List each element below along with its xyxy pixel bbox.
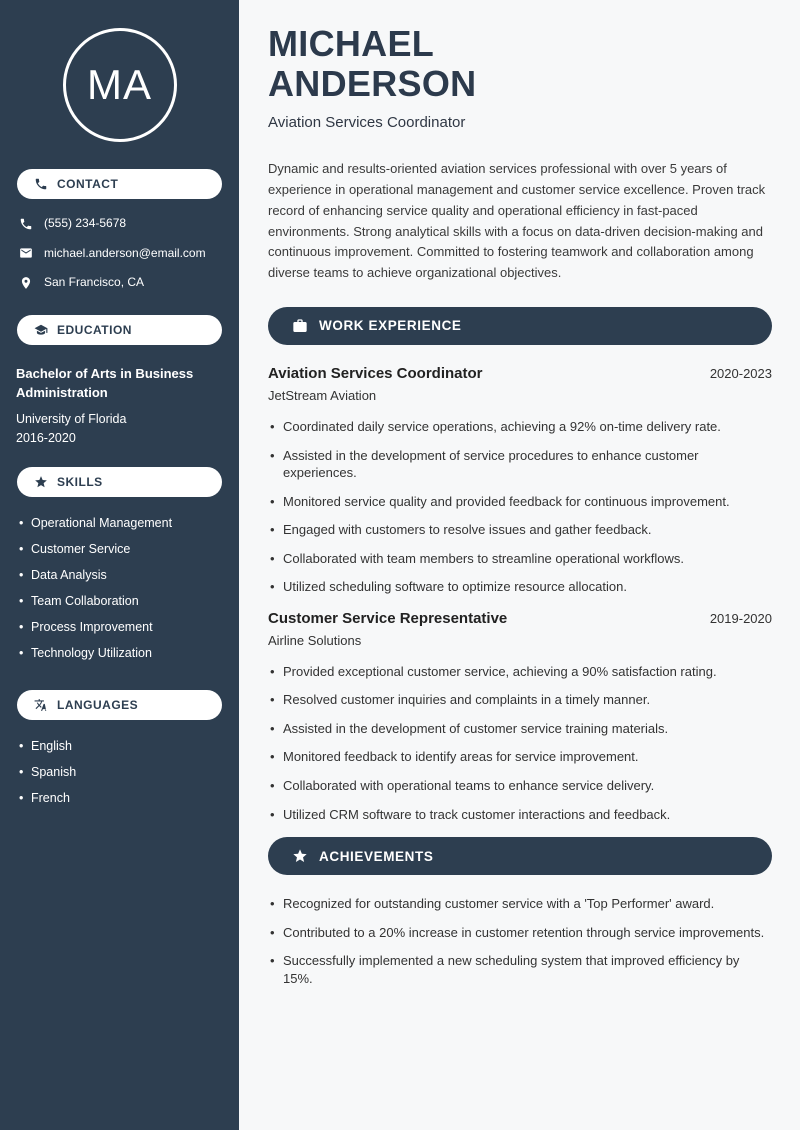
- job-header: [268, 610, 772, 627]
- contact-location: San Francisco, CA: [44, 275, 145, 290]
- education-degree: Bachelor of Arts in Business Administration: [16, 365, 194, 401]
- job-header: [268, 365, 772, 382]
- skill-item: • Data Analysis: [19, 568, 225, 582]
- translate-icon: [34, 698, 48, 712]
- languages-section-title: LANGUAGES: [57, 697, 139, 712]
- contact-phone-row: [19, 216, 225, 232]
- avatar-initials: MA: [87, 61, 152, 108]
- graduation-cap-icon: [34, 323, 48, 337]
- phone-icon: [34, 177, 48, 191]
- education-years: 2016-2020: [16, 431, 76, 446]
- education-section-header: [17, 315, 222, 345]
- job-bullet-list: [268, 418, 772, 596]
- languages-list: [0, 735, 239, 819]
- languages-section-header: [17, 690, 222, 720]
- job-bullet: • Engaged with customers to resolve issues and gather feedback.: [268, 521, 772, 539]
- skills-section-header: [17, 467, 222, 497]
- job-role: Aviation Services Coordinator: [268, 364, 483, 382]
- language-item: • French: [19, 791, 225, 805]
- job-entry: [268, 610, 772, 823]
- job-company: JetStream Aviation: [268, 387, 377, 403]
- job-bullet: • Collaborated with team members to streamline operational workflows.: [268, 550, 772, 568]
- job-dates: 2019-2020: [709, 610, 772, 626]
- education-entry: [0, 360, 239, 451]
- last-name: ANDERSON: [268, 62, 477, 104]
- job-bullet: • Collaborated with operational teams to enhance service delivery.: [268, 777, 772, 795]
- main-content: [239, 0, 800, 1130]
- job-bullet: • Coordinated daily service operations, achieving a 92% on-time delivery rate.: [268, 418, 772, 436]
- contact-email: michael.anderson@email.com: [44, 245, 206, 260]
- phone-icon: [19, 217, 33, 231]
- skill-item: • Operational Management: [19, 516, 225, 530]
- achievements-header: [268, 837, 772, 875]
- skills-section-title: SKILLS: [57, 474, 103, 489]
- professional-summary: Dynamic and results-oriented aviation services professional with over 5 years of experience in operational management and customer service excellence. Proven track record of enhancing service quality and operational efficiency in fast-paced environments. Strong analytical skills with a focus on data-driven decision-making and continuous improvement. Committed to fostering teamwork and collaboration among diverse teams to achieve organizational objectives.: [268, 161, 766, 281]
- sidebar: [0, 0, 239, 1130]
- contact-list: [0, 214, 239, 297]
- education-school: University of Florida: [16, 411, 127, 426]
- star-icon: [34, 475, 48, 489]
- skills-list: [0, 512, 239, 674]
- briefcase-icon: [292, 318, 308, 334]
- star-icon: [292, 848, 308, 864]
- skill-item: • Process Improvement: [19, 620, 225, 634]
- job-company: Airline Solutions: [268, 632, 362, 648]
- education-section-title: EDUCATION: [57, 322, 132, 337]
- language-item: • English: [19, 739, 225, 753]
- contact-section-title: CONTACT: [57, 177, 119, 191]
- job-bullet: • Utilized scheduling software to optimize resource allocation.: [268, 578, 772, 596]
- map-pin-icon: [19, 276, 33, 290]
- achievement-bullet: • Recognized for outstanding customer service with a 'Top Performer' award.: [268, 895, 772, 913]
- job-title: Aviation Services Coordinator: [268, 114, 466, 132]
- first-name: MICHAEL: [268, 23, 435, 64]
- envelope-icon: [19, 246, 33, 260]
- contact-email-row: [19, 246, 225, 262]
- skill-item: • Team Collaboration: [19, 594, 225, 608]
- job-bullet: • Assisted in the development of service procedures to enhance customer experiences.: [268, 447, 772, 482]
- job-bullet-list: [268, 663, 772, 823]
- achievements-list: [268, 895, 772, 987]
- job-bullet: • Assisted in the development of customer service training materials.: [268, 720, 772, 738]
- job-dates: 2020-2023: [709, 365, 772, 381]
- skill-item: • Technology Utilization: [19, 646, 225, 660]
- language-item: • Spanish: [19, 765, 225, 779]
- achievements-title: ACHIEVEMENTS: [319, 848, 434, 864]
- avatar: [63, 28, 177, 142]
- job-bullet: • Utilized CRM software to track customer interactions and feedback.: [268, 806, 772, 824]
- job-bullet: • Monitored feedback to identify areas for service improvement.: [268, 748, 772, 766]
- contact-location-row: [19, 275, 225, 291]
- job-bullet: • Monitored service quality and provided feedback for continuous improvement.: [268, 493, 772, 511]
- job-entry: [268, 365, 772, 596]
- work-experience-title: WORK EXPERIENCE: [319, 318, 462, 334]
- job-role: Customer Service Representative: [268, 609, 508, 627]
- achievement-bullet: • Successfully implemented a new scheduling system that improved efficiency by 15%.: [268, 952, 772, 987]
- contact-phone: (555) 234-5678: [44, 216, 127, 230]
- job-bullet: • Resolved customer inquiries and complaints in a timely manner.: [268, 691, 772, 709]
- achievement-bullet: • Contributed to a 20% increase in customer retention through service improvements.: [268, 924, 772, 942]
- contact-section-header: [17, 169, 222, 199]
- job-bullet: • Provided exceptional customer service, achieving a 90% satisfaction rating.: [268, 663, 772, 681]
- work-experience-header: [268, 307, 772, 345]
- skill-item: • Customer Service: [19, 542, 225, 556]
